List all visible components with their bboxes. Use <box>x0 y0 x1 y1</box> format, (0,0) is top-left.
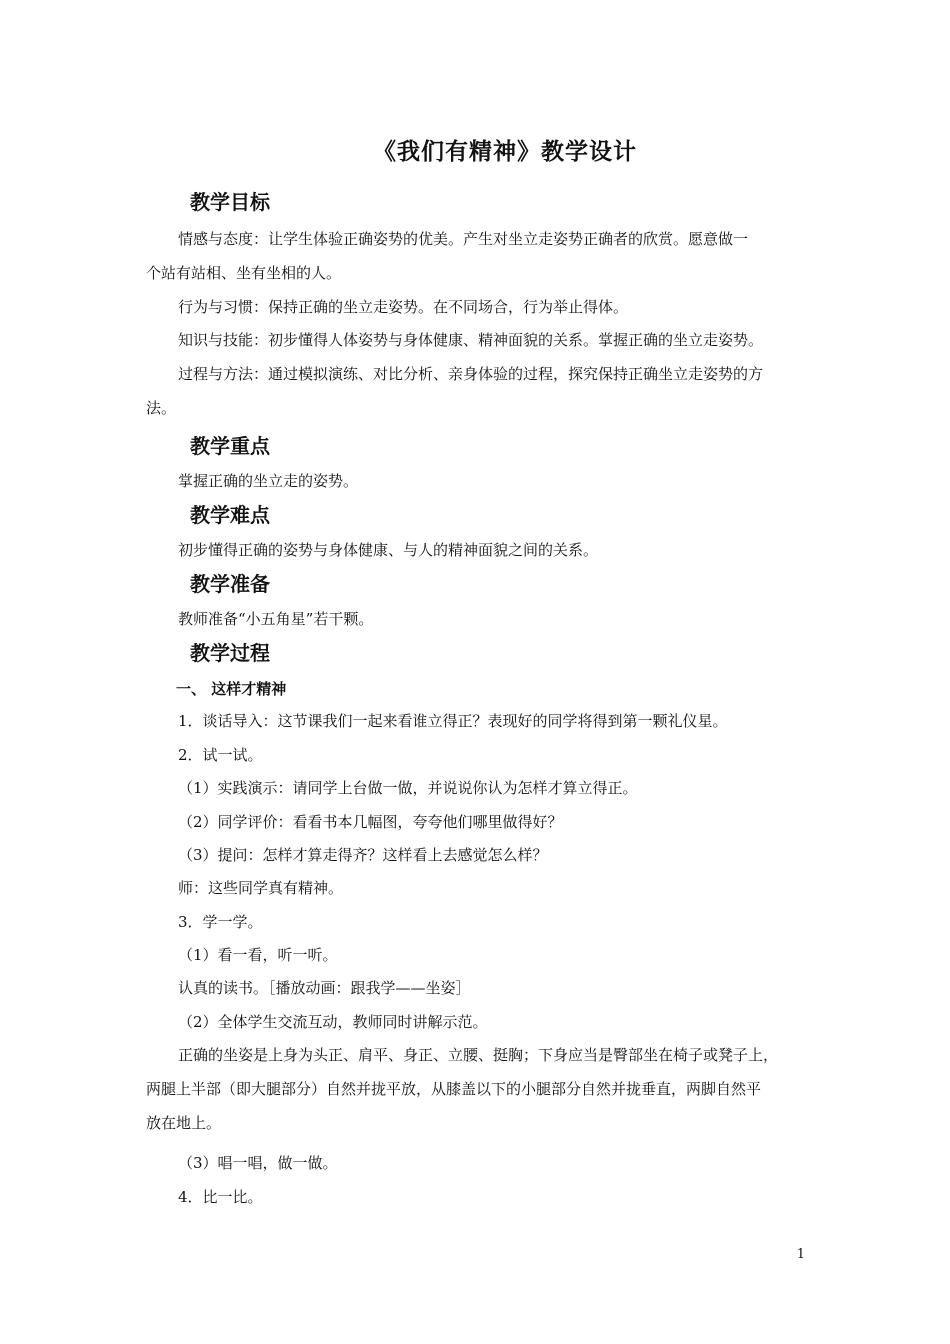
paragraph: 行为与习惯：保持正确的坐立走姿势。在不同场合，行为举止得体。 <box>178 298 629 316</box>
paragraph: 法。 <box>146 399 177 417</box>
paragraph: 情感与态度：让学生体验正确姿势的优美。产生对坐立走姿势正确者的欣赏。愿意做一 <box>178 230 749 248</box>
heading-key-points: 教学重点 <box>190 434 270 458</box>
paragraph: 教师准备“小五角星”若干颗。 <box>178 610 374 628</box>
heading-difficulties: 教学难点 <box>190 503 270 527</box>
paragraph: （2）全体学生交流互动，教师同时讲解示范。 <box>178 1013 488 1031</box>
paragraph: （3）唱一唱，做一做。 <box>178 1154 338 1172</box>
paragraph: （3）提问：怎样才算走得齐？这样看上去感觉怎么样？ <box>178 846 548 864</box>
paragraph: （2）同学评价：看看书本几幅图，夸夸他们哪里做得好？ <box>178 813 563 831</box>
subheading-section-1: 一、 这样才精神 <box>176 680 287 698</box>
page-number: 1 <box>796 1247 805 1262</box>
heading-preparation: 教学准备 <box>190 572 270 596</box>
paragraph: （1）看一看，听一听。 <box>178 946 338 964</box>
paragraph: 认真的读书。［播放动画：跟我学——坐姿］ <box>178 979 471 997</box>
paragraph: 1．谈话导入：这节课我们一起来看谁立得正？表现好的同学将得到第一颗礼仪星。 <box>178 712 728 730</box>
heading-process: 教学过程 <box>190 641 270 665</box>
paragraph: 两腿上半部（即大腿部分）自然并拢平放，从膝盖以下的小腿部分自然并拢垂直，两脚自然平 <box>146 1080 762 1098</box>
paragraph: 知识与技能：初步懂得人体姿势与身体健康、精神面貌的关系。掌握正确的坐立走姿势。 <box>178 331 764 349</box>
paragraph: 正确的坐姿是上身为头正、肩平、身正、立腰、挺胸；下身应当是臀部坐在椅子或凳子上， <box>178 1046 779 1064</box>
paragraph: 过程与方法：通过模拟演练、对比分析、亲身体验的过程，探究保持正确坐立走姿势的方 <box>178 365 764 383</box>
paragraph: （1）实践演示：请同学上台做一做，并说说你认为怎样才算立得正。 <box>178 779 638 797</box>
heading-objectives: 教学目标 <box>190 190 270 214</box>
paragraph: 放在地上。 <box>146 1114 222 1132</box>
paragraph: 3．学一学。 <box>178 913 263 931</box>
paragraph: 个站有站相、坐有坐相的人。 <box>146 264 342 282</box>
paragraph: 4．比一比。 <box>178 1188 263 1206</box>
paragraph: 2．试一试。 <box>178 746 263 764</box>
paragraph: 掌握正确的坐立走的姿势。 <box>178 472 359 490</box>
paragraph: 初步懂得正确的姿势与身体健康、与人的精神面貌之间的关系。 <box>178 541 599 559</box>
paragraph: 师：这些同学真有精神。 <box>178 879 344 897</box>
document-title: 《我们有精神》教学设计 <box>373 139 637 165</box>
